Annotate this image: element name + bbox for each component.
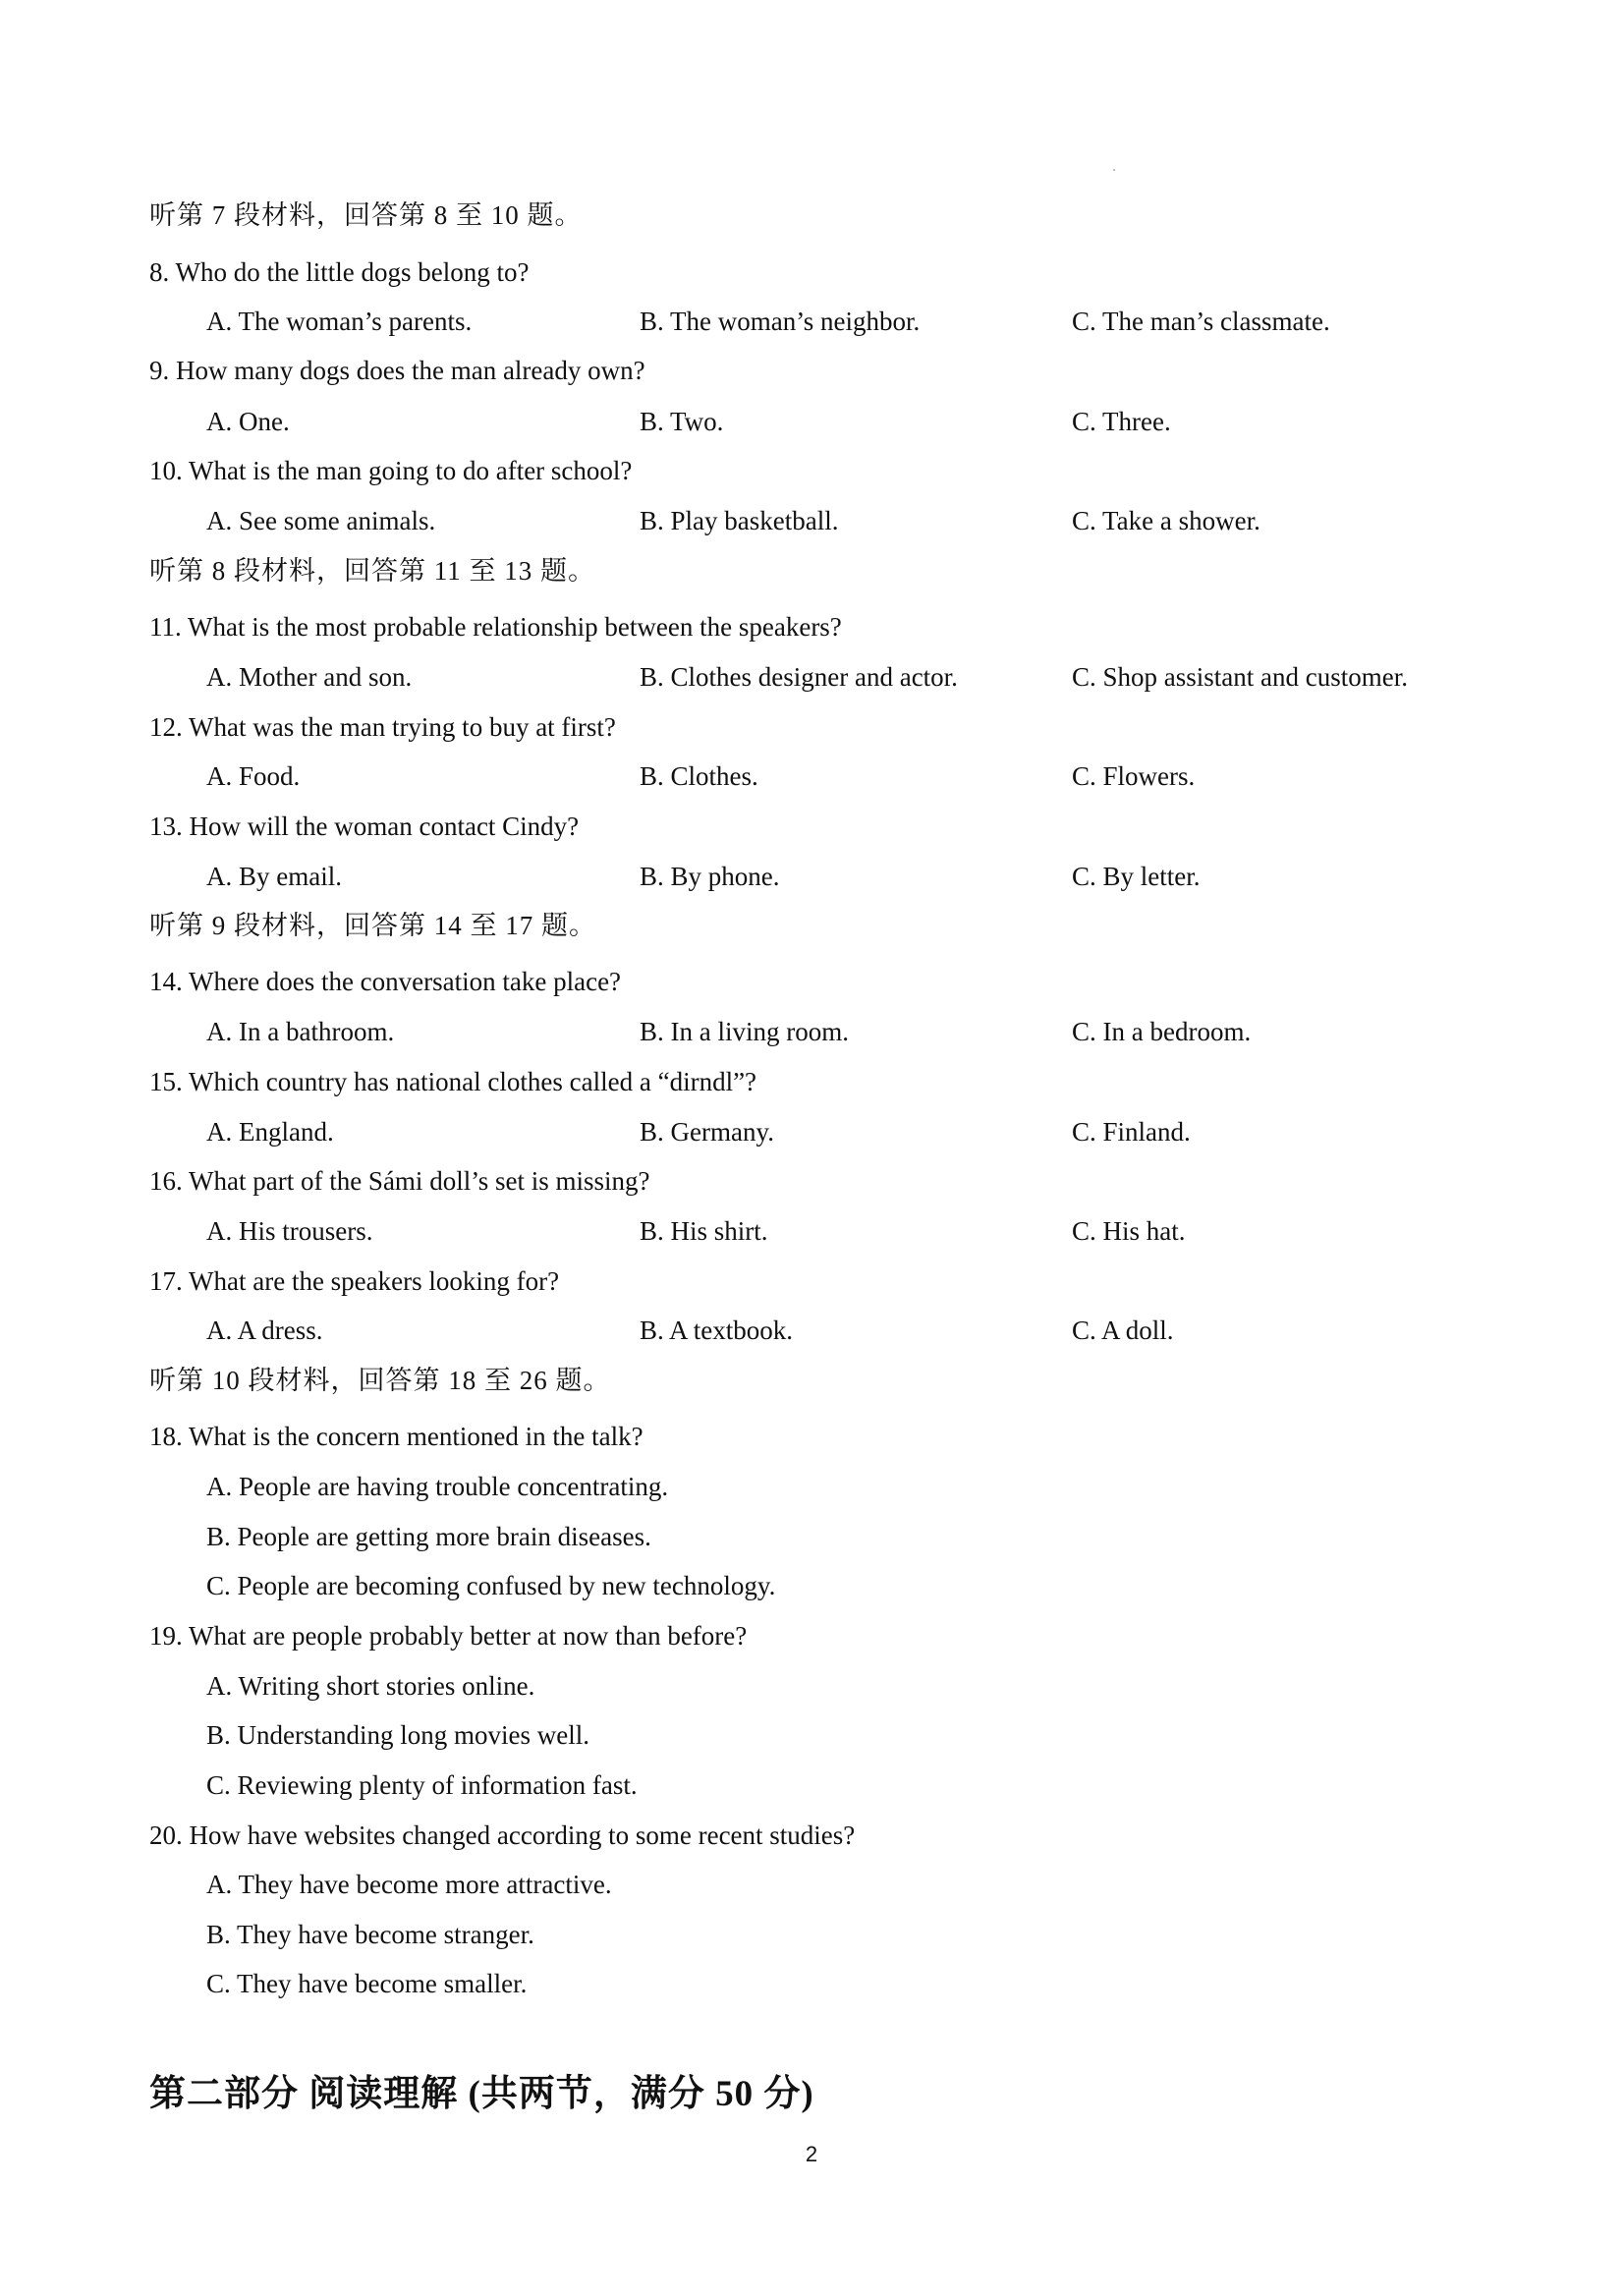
- option-b: B. Two.: [640, 407, 724, 436]
- option-a: A. His trousers.: [206, 1216, 373, 1246]
- option-a: A. England.: [206, 1117, 334, 1147]
- page-number: 2: [805, 2142, 818, 2166]
- option-c: C. People are becoming confused by new technology.: [206, 1571, 776, 1600]
- option-a: A. The woman’s parents.: [206, 307, 473, 336]
- question-20: 20. How have websites changed according to some recent studies?: [149, 1820, 856, 1850]
- question-9: 9. How many dogs does the man already own?: [149, 356, 645, 385]
- option-a: A. Writing short stories online.: [206, 1671, 535, 1701]
- option-b: B. Germany.: [640, 1117, 774, 1147]
- question-17: 17. What are the speakers looking for?: [149, 1266, 560, 1296]
- option-c: C. A doll.: [1072, 1316, 1174, 1345]
- option-c: C. In a bedroom.: [1072, 1017, 1252, 1046]
- section-header: 听第 8 段材料，回答第 11 至 13 题。: [149, 556, 595, 586]
- option-c: C. Reviewing plenty of information fast.: [206, 1770, 638, 1800]
- option-c: C. Three.: [1072, 407, 1171, 436]
- option-a: A. See some animals.: [206, 506, 436, 535]
- option-c: C. Shop assistant and customer.: [1072, 662, 1408, 692]
- question-16: 16. What part of the Sámi doll’s set is missing?: [149, 1166, 650, 1196]
- question-8: 8. Who do the little dogs belong to?: [149, 257, 530, 287]
- option-b: B. A textbook.: [640, 1316, 794, 1345]
- option-b: B. Understanding long movies well.: [206, 1720, 589, 1750]
- option-a: A. In a bathroom.: [206, 1017, 395, 1046]
- option-c: C. Take a shower.: [1072, 506, 1260, 535]
- question-11: 11. What is the most probable relationship between the speakers?: [149, 612, 842, 642]
- question-15: 15. Which country has national clothes called a “dirndl”?: [149, 1067, 757, 1096]
- question-18: 18. What is the concern mentioned in the talk?: [149, 1422, 644, 1451]
- option-b: B. People are getting more brain diseases.: [206, 1522, 651, 1551]
- option-b: B. Clothes designer and actor.: [640, 662, 958, 692]
- option-a: A. People are having trouble concentrating.: [206, 1472, 669, 1501]
- option-b: B. The woman’s neighbor.: [640, 307, 921, 336]
- option-a: A. By email.: [206, 862, 342, 891]
- option-b: B. Play basketball.: [640, 506, 839, 535]
- option-b: B. By phone.: [640, 862, 780, 891]
- option-c: C. They have become smaller.: [206, 1969, 528, 1998]
- option-b: B. In a living room.: [640, 1017, 849, 1046]
- option-c: C. By letter.: [1072, 862, 1201, 891]
- section-header: 听第 10 段材料，回答第 18 至 26 题。: [149, 1366, 611, 1395]
- option-a: A. Mother and son.: [206, 662, 413, 692]
- option-c: C. The man’s classmate.: [1072, 307, 1330, 336]
- question-13: 13. How will the woman contact Cindy?: [149, 812, 580, 841]
- option-a: A. One.: [206, 407, 290, 436]
- option-a: A. A dress.: [206, 1316, 323, 1345]
- option-b: B. They have become stranger.: [206, 1920, 534, 1949]
- option-c: C. Flowers.: [1072, 761, 1196, 791]
- question-19: 19. What are people probably better at now than before?: [149, 1621, 748, 1651]
- section-header: 听第 9 段材料，回答第 14 至 17 题。: [149, 911, 596, 940]
- option-c: C. His hat.: [1072, 1216, 1186, 1246]
- section-header: 听第 7 段材料，回答第 8 至 10 题。: [149, 200, 583, 230]
- option-c: C. Finland.: [1072, 1117, 1191, 1147]
- question-14: 14. Where does the conversation take place?: [149, 967, 622, 996]
- scan-speck: [1113, 169, 1115, 171]
- option-a: A. They have become more attractive.: [206, 1870, 612, 1899]
- option-b: B. Clothes.: [640, 761, 758, 791]
- question-12: 12. What was the man trying to buy at first?: [149, 712, 616, 742]
- option-a: A. Food.: [206, 761, 301, 791]
- option-b: B. His shirt.: [640, 1216, 768, 1246]
- question-10: 10. What is the man going to do after school?: [149, 456, 633, 485]
- part-title: 第二部分 阅读理解 (共两节，满分 50 分): [149, 2074, 814, 2114]
